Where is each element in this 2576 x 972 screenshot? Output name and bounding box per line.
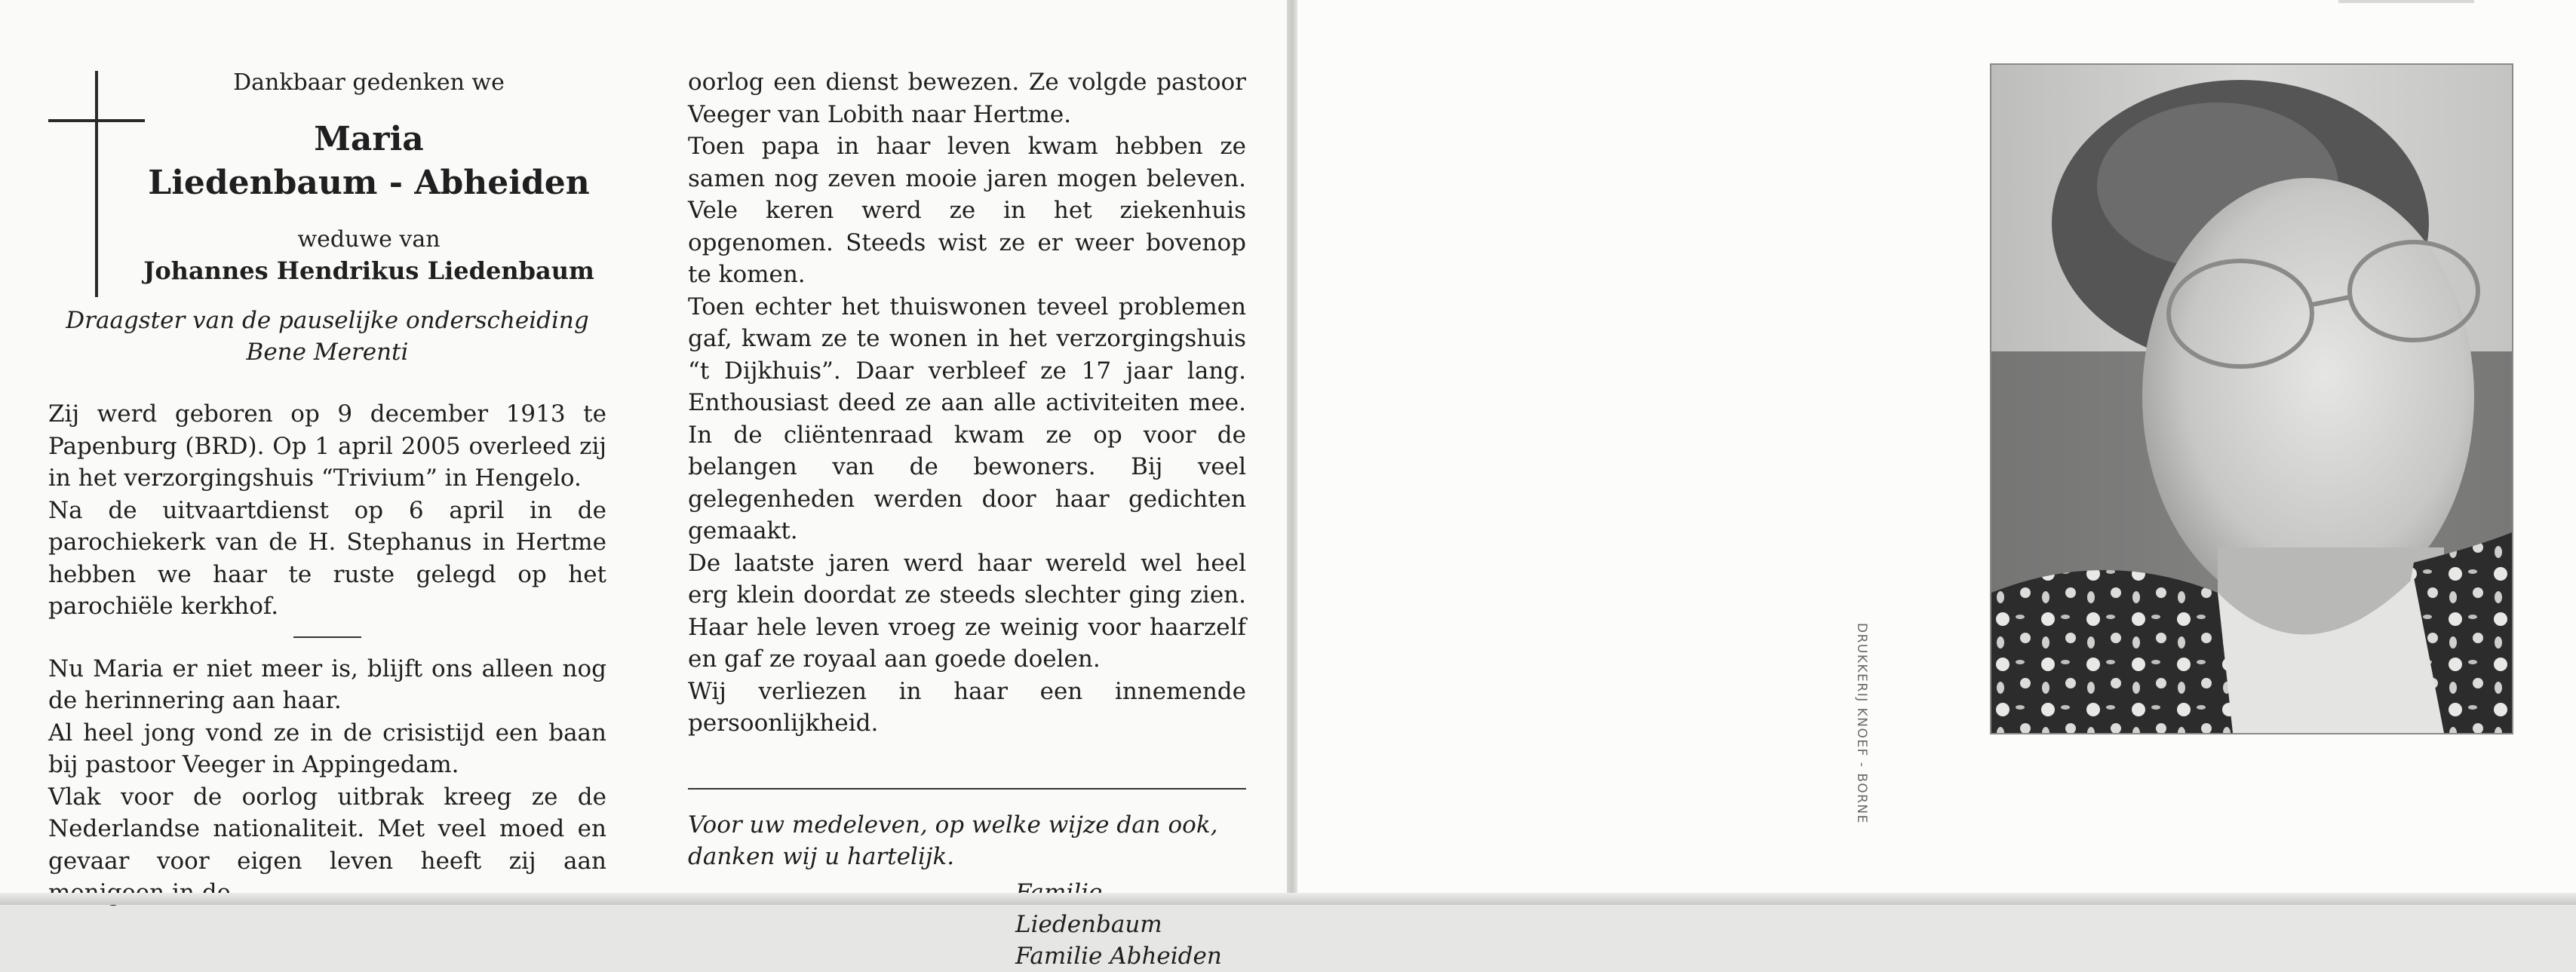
signature-family-2: Familie Abheiden (1015, 943, 1222, 970)
closing-paragraph: Wij verliezen in haar een innemende persoonlijkheid. (688, 677, 1246, 737)
deceased-full-name: Liedenbaum - Abheiden (148, 164, 590, 202)
crisis-paragraph: Al heel jong vond ze in de crisistijd een baan bij pastoor Veeger in Appingedam. (48, 719, 606, 778)
divider-line (688, 788, 1246, 790)
deceased-first-name: Maria (314, 120, 424, 158)
portrait-photo (1990, 63, 2513, 734)
award-line-1: Draagster van de pauselijke onderscheiding (66, 307, 589, 334)
thanks-line-2: danken wij u hartelijk. (688, 843, 955, 870)
middle-column (688, 66, 1246, 972)
funeral-paragraph: Na de uitvaartdienst op 6 april in de parochiekerk van de H. Stephanus in Hertme hebben we haar te ruste gelegd op het parochiële kerkhof. (48, 496, 606, 620)
left-column (48, 66, 606, 909)
thanks-line-1: Voor uw medeleven, op welke wijze dan ook, (688, 811, 1218, 839)
printer-credit: DRUKKERIJ KNOEF - BORNE (1854, 623, 1869, 824)
memorial-heading: Dankbaar gedenken we (233, 69, 505, 96)
bottom-edge (0, 893, 2576, 905)
widow-label: weduwe van (297, 226, 441, 253)
card-fold (1287, 0, 1297, 905)
papa-paragraph: Toen papa in haar leven kwam hebben ze samen nog zeven mooie jaren mogen beleven. Vele keren werd ze in het ziekenhuis opgenomen. Steeds wist ze er weer bovenop te komen. (688, 133, 1246, 288)
husband-name: Johannes Hendrikus Liedenbaum (143, 256, 594, 285)
top-edge-mark (2338, 0, 2474, 3)
nationality-paragraph: Vlak voor de oorlog uitbrak kreeg ze de Nederlandse nationaliteit. Met veel moed en gevaar voor eigen leven heeft zij aan (48, 783, 606, 875)
signature-family-1: Liedenbaum (1015, 911, 1162, 938)
memory-paragraph: Nu Maria er niet meer is, blijft ons alleen nog de herinnering aan haar. (48, 655, 606, 714)
portrait-photo-image (1991, 65, 2512, 733)
care-home-paragraph: Toen echter het thuiswonen teveel problemen gaf, kwam ze te wonen in het verzorgingshuis “t Dijkhuis”. Daar verbleef ze 17 jaar lang. Enthousiast deed ze aan alle activiteiten mee. In de cliëntenraad kwam ze op voor de belangen van de bewoners. Bij veel gelegenheden werden door haar gedichten gemaakt. (688, 293, 1246, 544)
award-line-2: Bene Merenti (246, 339, 409, 366)
war-paragraph: oorlog een dienst bewezen. Ze volgde pastoor Veeger van Lobith naar Hertme. (688, 69, 1246, 128)
birth-paragraph: Zij werd geboren op 9 december 1913 te Papenburg (BRD). Op 1 april 2005 overleed zij in het verzorgingshuis “Trivium” in Hengelo. (48, 400, 606, 492)
later-years-paragraph: De laatste jaren werd haar wereld wel heel erg klein doordat ze steeds slechter ging zien. Haar hele leven vroeg ze weinig voor haarzelf en gaf ze royaal aan goede doelen. (688, 549, 1246, 673)
separator-line (293, 636, 361, 638)
